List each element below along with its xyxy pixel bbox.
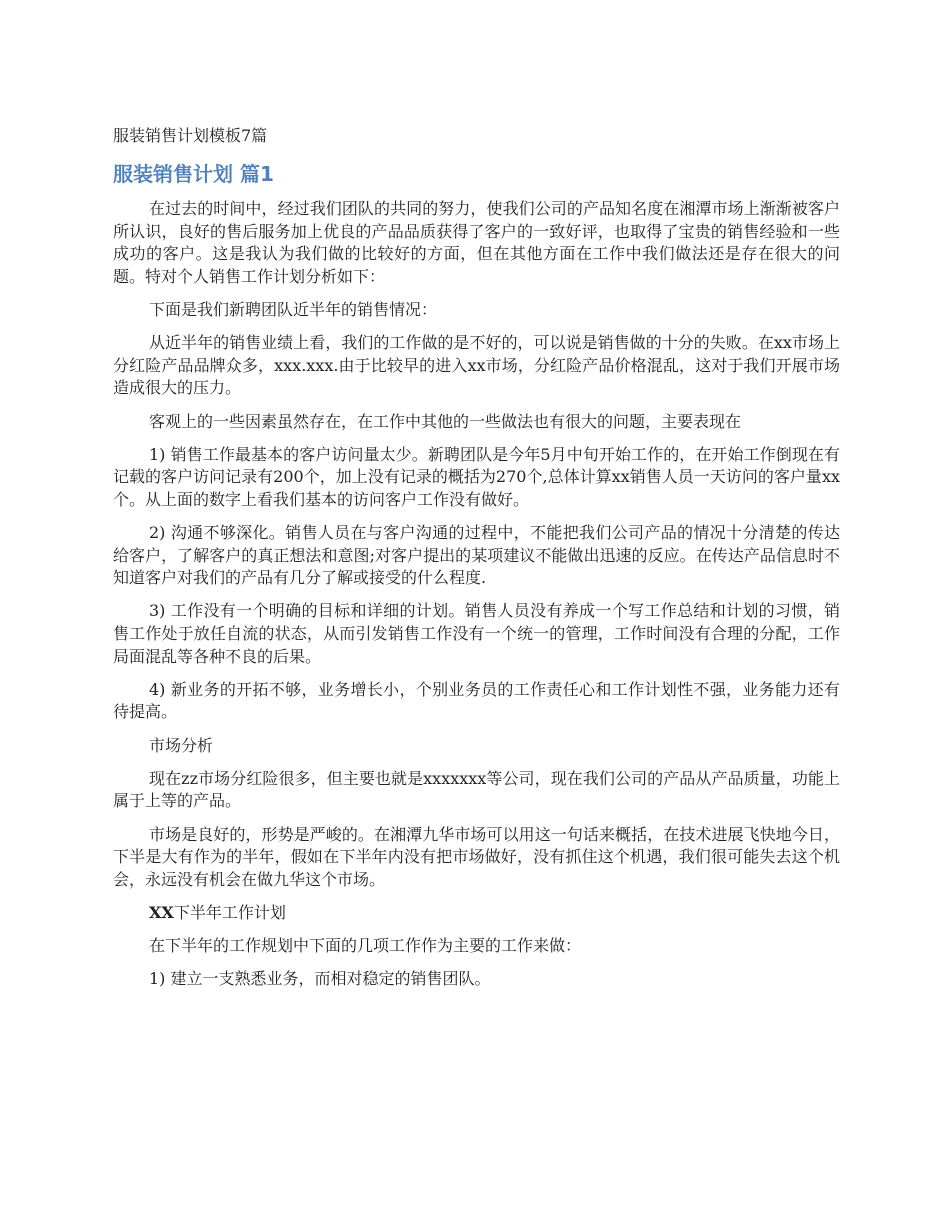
paragraph-problem-2: 2) 沟通不够深化。销售人员在与客户沟通的过程中，不能把我们公司产品的情况十分清楚的传达给客户，了解客户的真正想法和意图;对客户提出的某项建议不能做出迅速的反应。在传达产品信息时不知道客户对我们的产品有几分了解或接受的什么程度. bbox=[113, 523, 840, 588]
paragraph-problems-intro: 客观上的一些因素虽然存在，在工作中其他的一些做法也有很大的问题，主要表现在 bbox=[149, 411, 742, 431]
paragraph-intro: 在过去的时间中，经过我们团队的共同的努力，使我们公司的产品知名度在湘潭市场上渐渐被客户所认识，良好的售后服务加上优良的产品品质获得了客户的一致好评，也取得了宝贵的销售经验和一些成功的客户。这是我认为我们做的比较好的方面，但在其他方面在工作中我们做法还是存在很大的问题。特对个人销售工作计划分析如下： bbox=[113, 199, 840, 286]
paragraph-market-outlook: 市场是良好的，形势是严峻的。在湘潭九华市场可以用这一句话来概括，在技术进展飞快地今日，下半是大有作为的半年，假如在下半年内没有把市场做好，没有抓住这个机遇，我们很可能失去这个机会，永远没有机会在做九华这个市场。 bbox=[113, 824, 840, 889]
paragraph-problem-1: 1) 销售工作最基本的客户访问量太少。新聘团队是今年5月中旬开始工作的，在开始工作倒现在有记载的客户访问记录有200个，加上没有记录的概括为270个,总体计算xx销售人员一天访问的客户量xx个。从上面的数字上看我们基本的访问客户工作没有做好。 bbox=[113, 444, 840, 509]
plan-heading-bold: XX bbox=[149, 902, 174, 922]
section-heading: 服装销售计划 篇1 bbox=[113, 162, 274, 186]
document-title: 服装销售计划模板7篇 bbox=[113, 126, 268, 145]
paragraph-problem-3: 3) 工作没有一个明确的目标和详细的计划。销售人员没有养成一个写工作总结和计划的习惯，销售工作处于放任自流的状态，从而引发销售工作没有一个统一的管理，工作时间没有合理的分配，工作局面混乱等各种不良的后果。 bbox=[113, 601, 840, 666]
paragraph-plan-intro: 在下半年的工作规划中下面的几项工作作为主要的工作来做： bbox=[149, 936, 582, 956]
document-body bbox=[113, 124, 840, 1002]
paragraph-market-competitors: 现在zz市场分红险很多，但主要也就是xxxxxxx等公司，现在我们公司的产品从产品质量，功能上属于上等的产品。 bbox=[113, 768, 840, 811]
paragraph-plan-item-1: 1) 建立一支熟悉业务，而相对稳定的销售团队。 bbox=[149, 969, 491, 989]
paragraph-market-analysis-label: 市场分析 bbox=[149, 735, 214, 755]
paragraph-problem-4: 4) 新业务的开拓不够，业务增长小，个别业务员的工作责任心和工作计划性不强，业务能力还有待提高。 bbox=[113, 679, 840, 722]
paragraph-plan-heading bbox=[113, 902, 840, 925]
paragraph-performance: 从近半年的销售业绩上看，我们的工作做的是不好的，可以说是销售做的十分的失败。在xx市场上分红险产品品牌众多，xxx.xxx.由于比较早的进入xx市场，分红险产品价格混乱，这对于我们开展市场造成很大的压力。 bbox=[113, 333, 840, 398]
plan-heading-rest: 下半年工作计划 bbox=[173, 902, 286, 922]
paragraph-sales-status: 下面是我们新聘团队近半年的销售情况： bbox=[149, 299, 438, 319]
